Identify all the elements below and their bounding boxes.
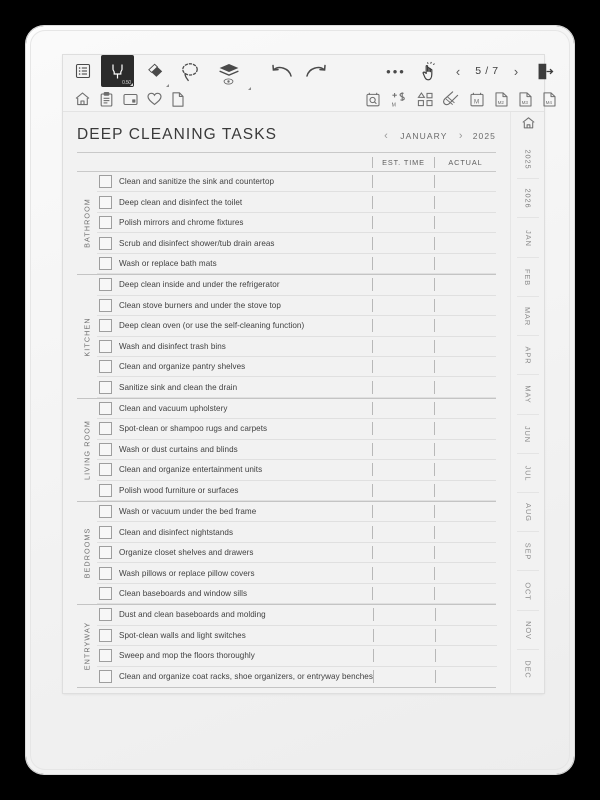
rail-tab-may[interactable] xyxy=(511,375,545,414)
task-checkbox[interactable] xyxy=(99,381,112,394)
task-row[interactable] xyxy=(97,192,496,212)
more-options-button[interactable]: ••• xyxy=(386,63,406,79)
task-checkbox[interactable] xyxy=(99,670,112,683)
section-label xyxy=(77,605,97,687)
exit-button[interactable] xyxy=(533,60,557,82)
rail-tab-feb[interactable] xyxy=(511,258,545,297)
section-label xyxy=(77,275,97,398)
task-est-time-cell[interactable] xyxy=(372,278,434,291)
task-actual-cell[interactable] xyxy=(434,360,496,373)
rail-tab-label: MAR xyxy=(523,306,533,327)
task-row[interactable] xyxy=(97,584,496,604)
task-row[interactable] xyxy=(97,296,496,316)
task-est-time-cell[interactable] xyxy=(372,216,434,229)
task-checkbox[interactable] xyxy=(99,443,112,456)
undo-icon[interactable] xyxy=(269,59,295,83)
rail-tab-2026[interactable] xyxy=(511,179,545,218)
task-section xyxy=(77,604,496,687)
task-label: Scrub and disinfect shower/tub drain areas xyxy=(119,238,275,248)
task-row[interactable] xyxy=(97,357,496,377)
task-est-time-cell[interactable] xyxy=(372,196,434,209)
task-actual-cell[interactable] xyxy=(434,299,496,312)
chevron-left-icon[interactable]: ‹ xyxy=(384,130,389,142)
section-rows xyxy=(97,275,496,398)
task-label: Clean baseboards and window sills xyxy=(119,588,248,598)
column-header-row xyxy=(77,153,496,172)
section-label-text: LIVING ROOM xyxy=(82,419,92,480)
task-label: Spot-clean or shampoo rugs and carpets xyxy=(119,424,268,434)
task-label: Wash and disinfect trash bins xyxy=(119,341,226,351)
task-actual-cell[interactable] xyxy=(434,278,496,291)
month-rail xyxy=(510,112,544,693)
rail-tab-oct[interactable] xyxy=(511,571,545,610)
task-row[interactable] xyxy=(97,563,496,583)
task-row[interactable] xyxy=(97,481,496,501)
task-checkbox[interactable] xyxy=(99,422,112,435)
section-label-text: KITCHEN xyxy=(82,316,92,357)
task-est-time-cell[interactable] xyxy=(372,175,434,188)
task-actual-cell[interactable] xyxy=(435,670,497,683)
task-est-time-cell[interactable] xyxy=(372,587,434,600)
task-checkbox[interactable] xyxy=(99,484,112,497)
task-est-time-cell[interactable] xyxy=(372,443,434,456)
task-actual-cell[interactable] xyxy=(434,546,496,559)
task-est-time-cell[interactable] xyxy=(373,629,435,642)
rail-tab-2025[interactable] xyxy=(511,140,545,179)
task-checkbox[interactable] xyxy=(99,402,112,415)
task-checkbox[interactable] xyxy=(99,608,112,621)
task-row[interactable] xyxy=(97,337,496,357)
task-checkbox[interactable] xyxy=(99,546,112,559)
rail-tab-jan[interactable] xyxy=(511,218,545,257)
task-actual-cell[interactable] xyxy=(434,505,496,518)
task-est-time-cell[interactable] xyxy=(372,567,434,580)
task-label: Wash or vacuum under the bed frame xyxy=(119,507,257,517)
task-est-time-cell[interactable] xyxy=(372,360,434,373)
task-actual-cell[interactable] xyxy=(434,319,496,332)
rail-tab-label: JUN xyxy=(523,425,533,443)
month-label[interactable]: JANUARY xyxy=(400,131,448,141)
svg-text:M3: M3 xyxy=(521,99,528,105)
task-checkbox[interactable] xyxy=(99,278,112,291)
layers-icon[interactable] xyxy=(215,59,243,83)
task-section xyxy=(77,274,496,398)
task-checkbox[interactable] xyxy=(99,505,112,518)
eink-screen xyxy=(63,55,552,693)
rail-tab-label: NOV xyxy=(523,620,533,640)
task-actual-cell[interactable] xyxy=(434,237,496,250)
task-label: Clean and organize coat racks, shoe organizers, or entryway benches xyxy=(119,672,373,682)
task-est-time-cell[interactable] xyxy=(372,484,434,497)
column-header-est-time: EST. TIME xyxy=(372,157,434,168)
rail-tab-label: FEB xyxy=(523,268,533,286)
rail-tab-label: 2026 xyxy=(523,188,533,209)
month-navigator xyxy=(384,130,496,142)
task-est-time-cell[interactable] xyxy=(372,237,434,250)
task-checkbox[interactable] xyxy=(99,587,112,600)
rail-tab-label: JAN xyxy=(523,229,533,247)
rail-tab-label: OCT xyxy=(523,581,533,601)
hand-pointer-icon[interactable] xyxy=(418,58,442,84)
task-actual-cell[interactable] xyxy=(434,257,496,270)
task-row[interactable] xyxy=(97,626,497,646)
section-label-text: ENTRYWAY xyxy=(82,621,92,671)
task-label: Clean and organize pantry shelves xyxy=(119,362,246,372)
task-section xyxy=(77,172,496,274)
task-checkbox[interactable] xyxy=(99,175,112,188)
section-rows xyxy=(97,502,496,604)
task-checkbox[interactable] xyxy=(99,526,112,539)
section-rows xyxy=(97,605,497,687)
task-row[interactable] xyxy=(97,667,497,687)
task-actual-cell[interactable] xyxy=(434,463,496,476)
list-bottom-divider xyxy=(77,687,496,688)
task-est-time-cell[interactable] xyxy=(373,670,435,683)
task-actual-cell[interactable] xyxy=(434,381,496,394)
task-row[interactable] xyxy=(97,646,497,666)
page-title: DEEP CLEANING TASKS xyxy=(77,126,278,143)
column-header-actual: ACTUAL xyxy=(434,157,496,168)
page-m3-icon[interactable] xyxy=(515,89,535,109)
task-checkbox[interactable] xyxy=(99,629,112,642)
clipboard-icon[interactable] xyxy=(96,89,116,109)
task-est-time-cell[interactable] xyxy=(373,608,435,621)
task-row[interactable] xyxy=(97,502,496,522)
page-indicator[interactable]: 5 / 7 xyxy=(475,65,499,77)
task-actual-cell[interactable] xyxy=(434,402,496,415)
task-actual-cell[interactable] xyxy=(435,649,497,662)
lasso-select-icon[interactable] xyxy=(177,59,203,83)
task-row[interactable] xyxy=(97,460,496,480)
task-label: Clean stove burners and under the stove top xyxy=(119,300,281,310)
task-actual-cell[interactable] xyxy=(434,422,496,435)
svg-text:M: M xyxy=(474,98,480,106)
svg-text:M4: M4 xyxy=(545,99,552,105)
pen-icon[interactable] xyxy=(101,55,134,87)
section-label xyxy=(77,502,97,604)
task-actual-cell[interactable] xyxy=(434,175,496,188)
toolbar-primary-row xyxy=(63,55,544,88)
heart-icon[interactable] xyxy=(144,89,164,109)
task-actual-cell[interactable] xyxy=(434,196,496,209)
task-actual-cell[interactable] xyxy=(434,484,496,497)
task-row[interactable] xyxy=(97,522,496,542)
rail-tab-mar[interactable] xyxy=(511,297,545,336)
task-est-time-cell[interactable] xyxy=(373,649,435,662)
page-icon[interactable] xyxy=(168,89,188,109)
task-row[interactable] xyxy=(97,377,496,397)
task-actual-cell[interactable] xyxy=(434,216,496,229)
task-est-time-cell[interactable] xyxy=(372,340,434,353)
task-est-time-cell[interactable] xyxy=(372,422,434,435)
task-actual-cell[interactable] xyxy=(434,567,496,580)
task-list xyxy=(77,172,496,687)
year-label[interactable]: 2025 xyxy=(472,131,496,141)
task-est-time-cell[interactable] xyxy=(372,505,434,518)
task-row[interactable] xyxy=(97,440,496,460)
section-label xyxy=(77,399,97,501)
paperclip-icon[interactable] xyxy=(440,89,462,109)
pen-size-label: 0.50 xyxy=(122,80,131,86)
rail-tab-label: DEC xyxy=(523,660,533,679)
task-checkbox[interactable] xyxy=(99,567,112,580)
task-label: Wash or dust curtains and blinds xyxy=(119,444,238,454)
task-checkbox[interactable] xyxy=(99,216,112,229)
task-actual-cell[interactable] xyxy=(435,608,497,621)
task-checkbox[interactable] xyxy=(99,299,112,312)
task-est-time-cell[interactable] xyxy=(372,526,434,539)
task-checkbox[interactable] xyxy=(99,257,112,270)
page-header xyxy=(77,112,496,152)
rail-tab-label: SEP xyxy=(523,543,533,561)
task-row[interactable] xyxy=(97,233,496,253)
task-checkbox[interactable] xyxy=(99,319,112,332)
task-est-time-cell[interactable] xyxy=(372,319,434,332)
rail-tab-label: MAY xyxy=(523,385,533,405)
rail-tab-apr[interactable] xyxy=(511,336,545,375)
section-label-text: BEDROOMS xyxy=(82,527,92,579)
task-est-time-cell[interactable] xyxy=(372,546,434,559)
section-rows xyxy=(97,172,496,274)
task-label: Dust and clean baseboards and molding xyxy=(119,610,266,620)
page-m-icon[interactable] xyxy=(467,89,487,109)
task-checkbox[interactable] xyxy=(99,196,112,209)
svg-text:M2: M2 xyxy=(497,99,504,105)
task-row[interactable] xyxy=(97,399,496,419)
task-label: Clean and vacuum upholstery xyxy=(119,404,228,414)
task-actual-cell[interactable] xyxy=(435,629,497,642)
task-section xyxy=(77,398,496,501)
prev-page-button[interactable]: ‹ xyxy=(455,63,461,79)
task-label: Sweep and mop the floors thoroughly xyxy=(119,651,255,661)
task-label: Deep clean and disinfect the toilet xyxy=(119,197,243,207)
task-section xyxy=(77,501,496,604)
task-est-time-cell[interactable] xyxy=(372,402,434,415)
rail-tab-jun[interactable] xyxy=(511,415,545,454)
rail-tab-nov[interactable] xyxy=(511,611,545,650)
task-label: Clean and disinfect nightstands xyxy=(119,527,234,537)
task-label: Deep clean inside and under the refrigerator xyxy=(119,280,280,290)
task-est-time-cell[interactable] xyxy=(372,299,434,312)
redo-icon[interactable] xyxy=(303,59,329,83)
rail-home-icon[interactable] xyxy=(511,117,545,129)
rail-tab-label: AUG xyxy=(523,503,533,522)
home-icon[interactable] xyxy=(72,89,92,109)
task-row[interactable] xyxy=(97,172,496,192)
task-checkbox[interactable] xyxy=(99,649,112,662)
task-checkbox[interactable] xyxy=(99,237,112,250)
list-menu-icon[interactable] xyxy=(71,59,95,83)
rail-tab-label: 2025 xyxy=(523,149,533,170)
rail-tab-label: APR xyxy=(523,346,533,365)
task-checkbox[interactable] xyxy=(99,463,112,476)
task-est-time-cell[interactable] xyxy=(372,381,434,394)
task-actual-cell[interactable] xyxy=(434,443,496,456)
task-label: Wash pillows or replace pillow covers xyxy=(119,568,255,578)
section-label xyxy=(77,172,97,274)
task-label: Wash or replace bath mats xyxy=(119,258,217,268)
task-actual-cell[interactable] xyxy=(434,340,496,353)
task-row[interactable] xyxy=(97,275,496,295)
section-rows xyxy=(97,399,496,501)
rail-tab-sep[interactable] xyxy=(511,532,545,571)
task-label: Clean and sanitize the sink and countertop xyxy=(119,177,275,187)
task-checkbox[interactable] xyxy=(99,360,112,373)
task-row[interactable] xyxy=(97,419,496,439)
task-est-time-cell[interactable] xyxy=(372,463,434,476)
svg-text:M: M xyxy=(391,101,396,107)
task-label: Polish mirrors and chrome fixtures xyxy=(119,218,244,228)
card-icon[interactable] xyxy=(120,89,140,109)
page-m4-icon[interactable] xyxy=(539,89,559,109)
eraser-icon[interactable] xyxy=(141,59,167,83)
shapes-icon[interactable] xyxy=(414,89,436,109)
next-page-button[interactable]: › xyxy=(513,63,519,79)
rail-tab-aug[interactable] xyxy=(511,493,545,532)
task-label: Sanitize sink and clean the drain xyxy=(119,382,238,392)
document-area xyxy=(63,112,544,693)
stamp-search-icon[interactable] xyxy=(363,89,383,109)
rail-tab-label: JUL xyxy=(523,465,533,482)
rail-tab-dec[interactable] xyxy=(511,650,545,689)
task-label: Spot-clean walls and light switches xyxy=(119,630,246,640)
rail-tab-jul[interactable] xyxy=(511,454,545,493)
top-toolbar xyxy=(63,55,552,112)
rail-tab-list xyxy=(511,140,545,689)
task-checkbox[interactable] xyxy=(99,340,112,353)
task-label: Deep clean oven (or use the self-cleaning function) xyxy=(119,321,305,331)
task-row[interactable] xyxy=(97,316,496,336)
task-label: Polish wood furniture or surfaces xyxy=(119,485,239,495)
task-row[interactable] xyxy=(97,213,496,233)
math-star-icon[interactable] xyxy=(388,89,410,109)
chevron-right-icon[interactable]: › xyxy=(458,130,464,142)
task-label: Clean and organize entertainment units xyxy=(119,465,263,475)
task-row[interactable] xyxy=(97,605,497,625)
task-label: Organize closet shelves and drawers xyxy=(119,548,254,558)
task-row[interactable] xyxy=(97,254,496,274)
task-row[interactable] xyxy=(97,543,496,563)
planner-page xyxy=(63,112,510,693)
task-actual-cell[interactable] xyxy=(434,587,496,600)
section-label-text: BATHROOM xyxy=(82,198,92,248)
task-actual-cell[interactable] xyxy=(434,526,496,539)
page-m2-icon[interactable] xyxy=(491,89,511,109)
task-est-time-cell[interactable] xyxy=(372,257,434,270)
toolbar-secondary-row xyxy=(63,86,552,112)
